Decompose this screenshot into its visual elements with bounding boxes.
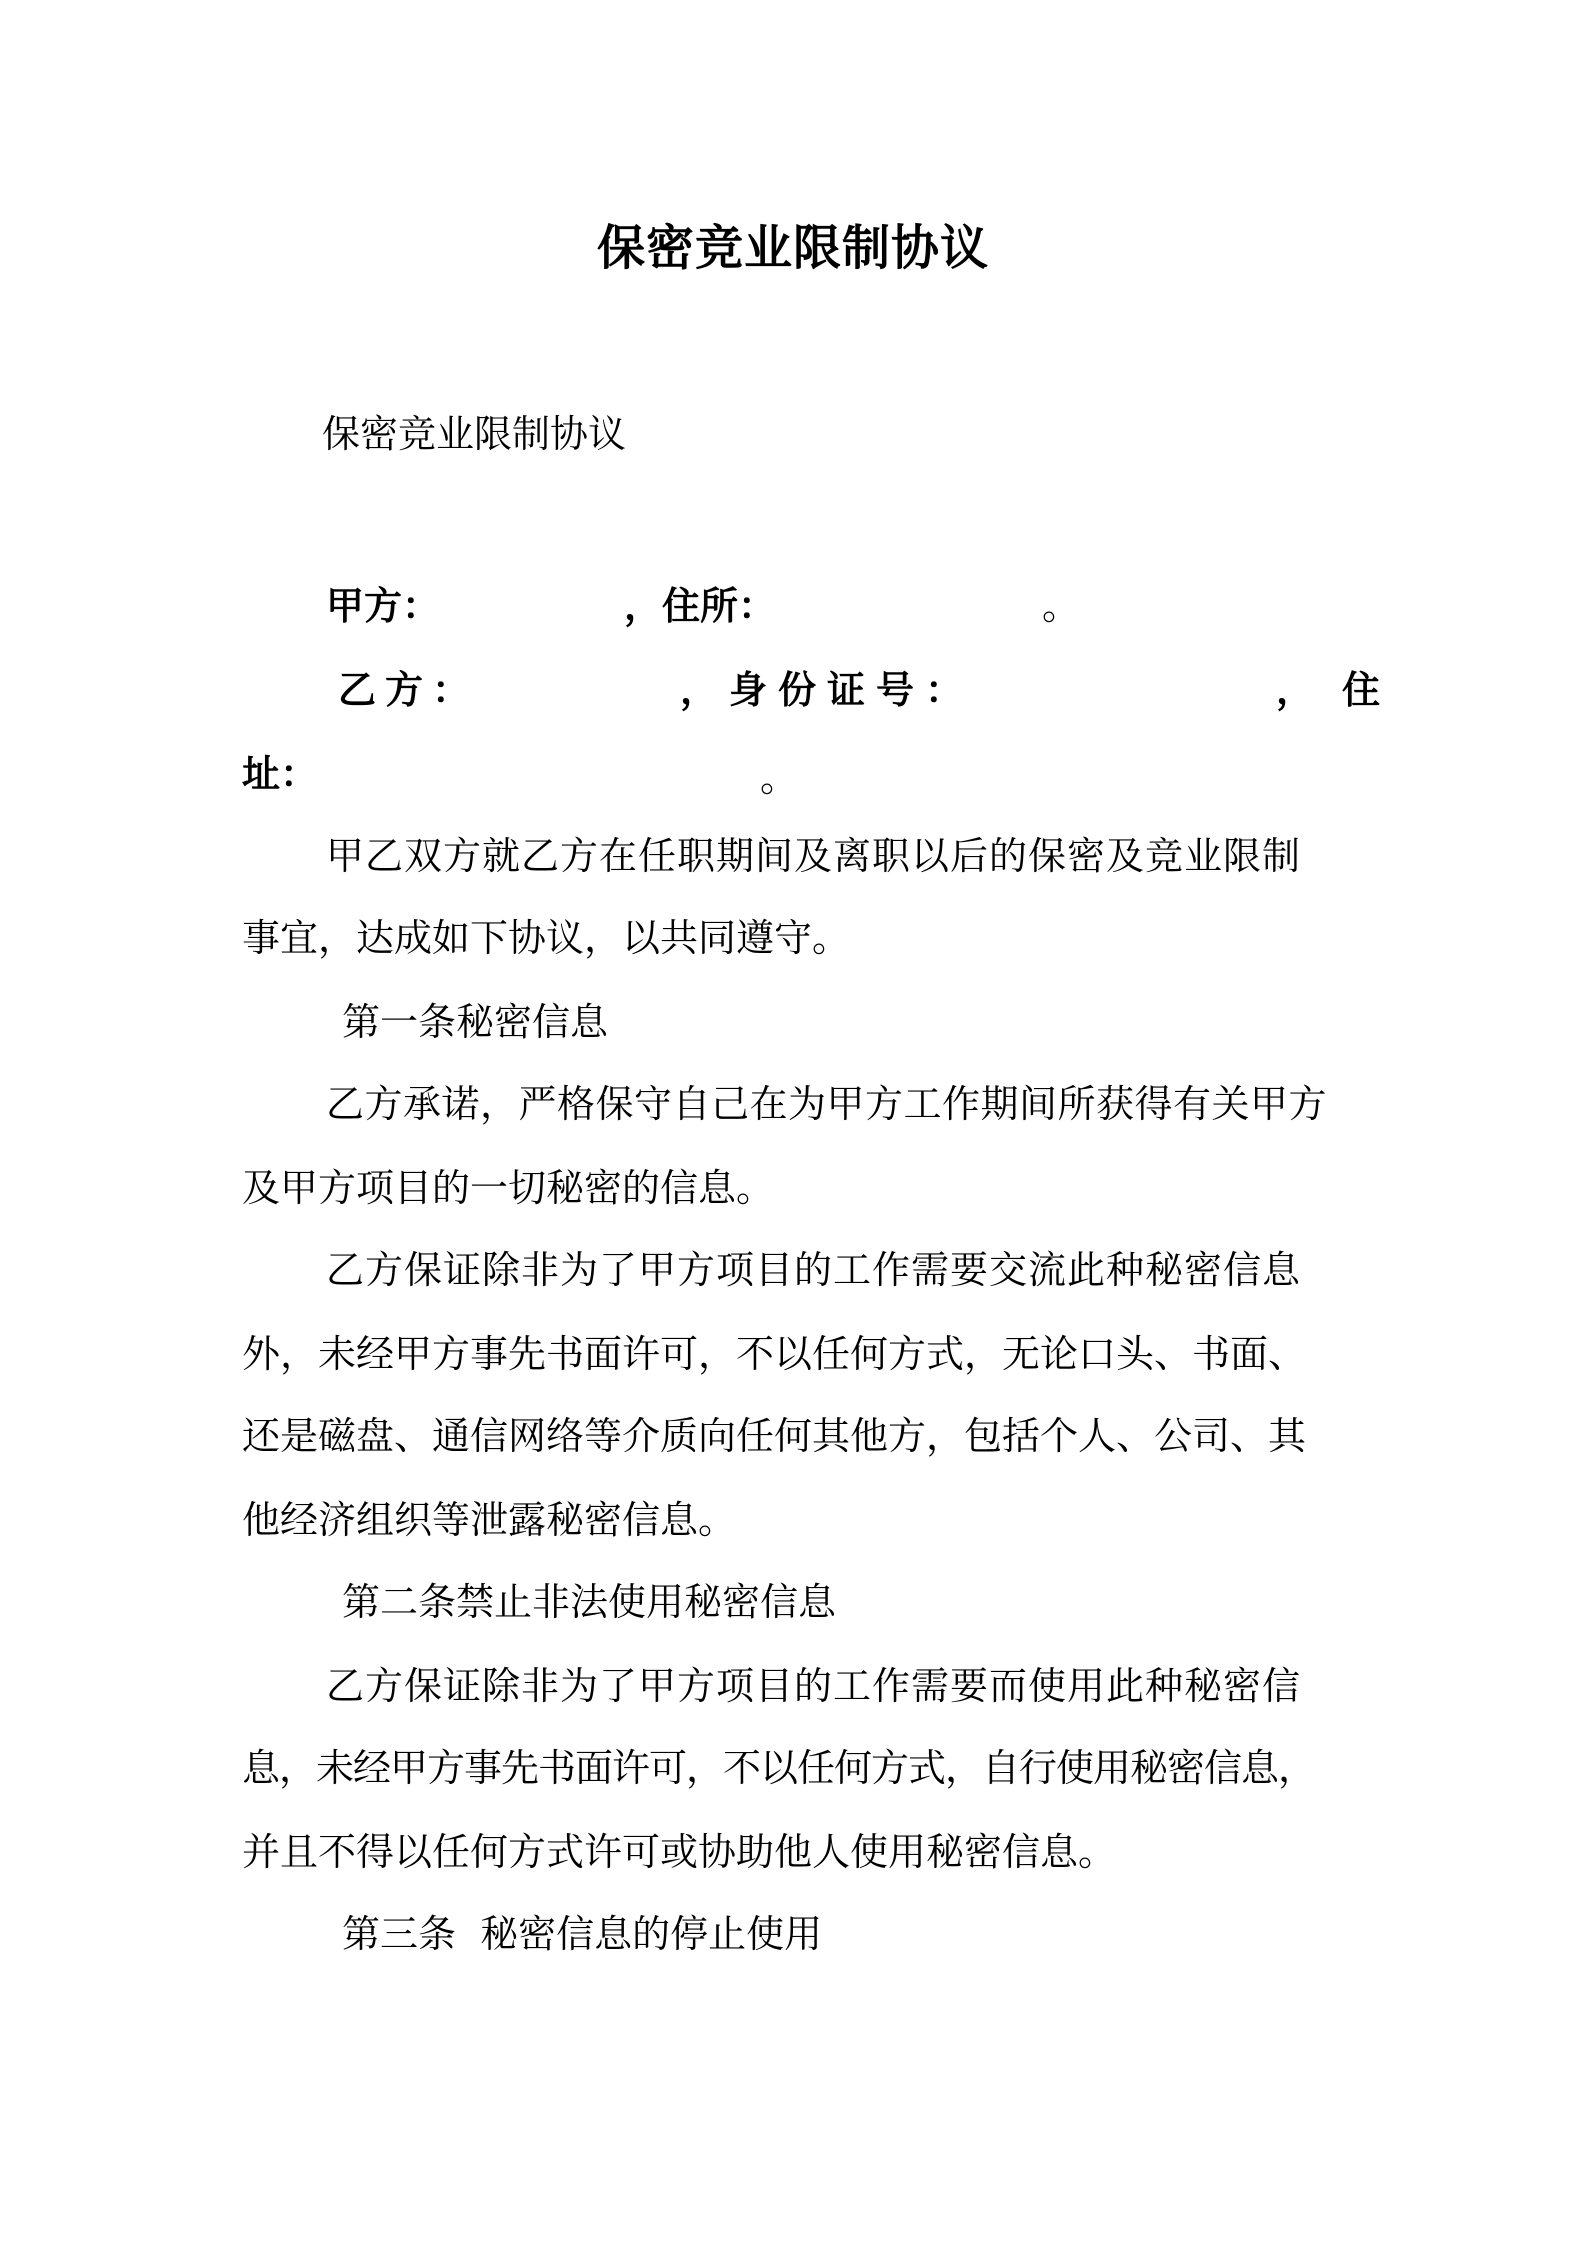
article-3-heading: 第三条 秘密信息的停止使用	[342, 1912, 823, 1956]
article-1-p2-line-1: 乙方保证除非为了甲方项目的工作需要交流此种秘密信息	[326, 1248, 1302, 1292]
document-subtitle: 保密竞业限制协议	[322, 412, 627, 456]
article-2-p1-line-1: 乙方保证除非为了甲方项目的工作需要而使用此种秘密信	[326, 1664, 1302, 1708]
party-b-address-label-start: ，住	[1276, 668, 1409, 712]
party-a-address-label: ，住所：	[624, 584, 777, 628]
article-1-heading: 第一条秘密信息	[342, 1000, 609, 1044]
article-1-p1-line-1: 乙方承诺，严格保守自己在为甲方工作期间所获得有关甲方	[326, 1082, 1328, 1126]
intro-line-1: 甲乙双方就乙方在任职期间及离职以后的保密及竞业限制	[326, 834, 1302, 878]
party-a-label: 甲方：	[326, 584, 441, 628]
party-b-address-label-end: 址：	[242, 752, 319, 796]
article-2-p1-line-3: 并且不得以任何方式许可或协助他人使用秘密信息。	[242, 1830, 1117, 1874]
party-a-period: 。	[1042, 584, 1081, 628]
article-2-heading: 第二条禁止非法使用秘密信息	[342, 1580, 837, 1624]
party-b-period: 。	[760, 756, 799, 800]
document-title: 保密竞业限制协议	[596, 220, 989, 276]
article-1-p2-line-3: 还是磁盘、通信网络等介质向任何其他方，包括个人、公司、其	[242, 1414, 1307, 1458]
party-b-id-label: ，身份证号：	[680, 668, 975, 712]
party-b-label: 乙方：	[338, 668, 480, 712]
article-1-p2-line-4: 他经济组织等泄露秘密信息。	[242, 1498, 737, 1542]
article-2-p1-line-2: 息，未经甲方事先书面许可，不以任何方式，自行使用秘密信息，	[242, 1746, 1316, 1790]
article-1-p2-line-2: 外，未经甲方事先书面许可，不以任何方式，无论口头、书面、	[242, 1332, 1307, 1376]
intro-line-2: 事宜，达成如下协议，以共同遵守。	[242, 916, 851, 960]
article-1-p1-line-2: 及甲方项目的一切秘密的信息。	[242, 1166, 775, 1210]
